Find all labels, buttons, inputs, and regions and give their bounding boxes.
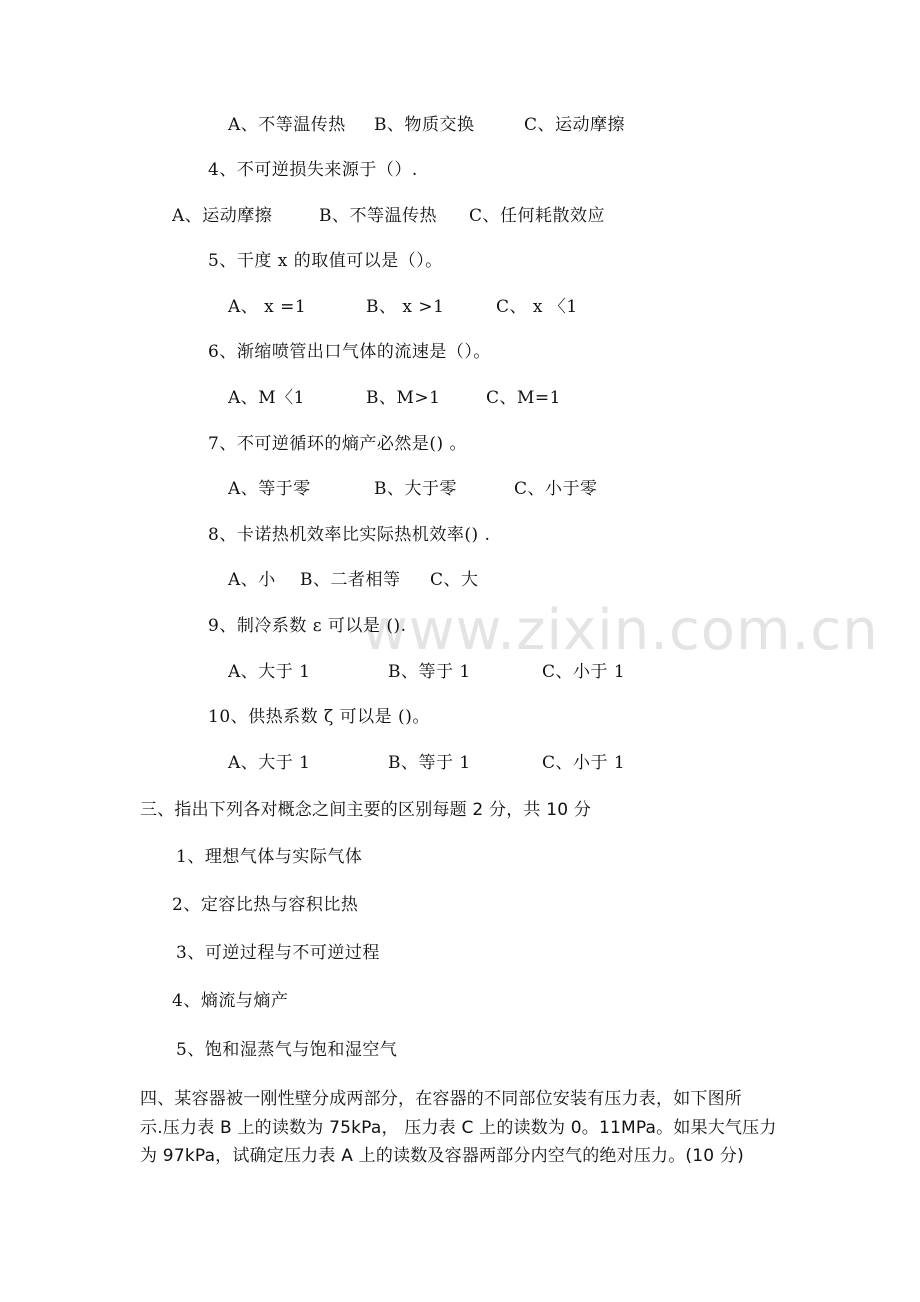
q5-options xyxy=(228,296,578,318)
section3-item-3: 3、可逆过程与不可逆过程 xyxy=(176,943,380,963)
section4-line-3: 为 97kPa，试确定压力表 A 上的读数及容器两部分内空气的绝对压力。(10 分) xyxy=(140,1146,744,1166)
q10-options xyxy=(228,752,625,774)
q4-stem: 4、不可逆损失来源于（）. xyxy=(208,160,418,180)
q4-option-b: B、不等温传热 xyxy=(319,206,437,226)
q10-option-b: B、等于 1 xyxy=(388,753,471,773)
q8-options xyxy=(228,569,479,591)
q3-option-b: B、物质交换 xyxy=(374,115,475,135)
q5-option-c: C、 x 〈1 xyxy=(496,297,578,317)
section3-item-1: 1、理想气体与实际气体 xyxy=(176,847,363,867)
q10-option-a: A、大于 1 xyxy=(228,753,311,773)
q7-option-a: A、等于零 xyxy=(228,479,311,499)
q3-option-a: A、不等温传热 xyxy=(228,115,346,135)
q6-stem: 6、渐缩喷管出口气体的流速是（）。 xyxy=(208,342,491,362)
q5-option-a: A、 x =1 xyxy=(228,297,307,317)
q4-option-c: C、任何耗散效应 xyxy=(469,206,606,226)
q6-options xyxy=(228,387,561,409)
q6-option-b: B、M>1 xyxy=(366,388,441,408)
q9-option-b: B、等于 1 xyxy=(388,662,471,682)
q6-option-a: A、M〈1 xyxy=(228,388,305,408)
q7-option-b: B、大于零 xyxy=(374,479,457,499)
watermark: www.zixin.com.cn xyxy=(362,598,879,663)
q9-option-a: A、大于 1 xyxy=(228,662,311,682)
section3-item-2: 2、定容比热与容积比热 xyxy=(172,895,359,915)
q6-option-c: C、M=1 xyxy=(486,388,561,408)
q5-stem: 5、干度 x 的取值可以是（）。 xyxy=(208,251,443,271)
q3-option-c: C、运动摩擦 xyxy=(524,115,626,135)
q9-option-c: C、小于 1 xyxy=(542,662,626,682)
section3-item-5: 5、饱和湿蒸气与饱和湿空气 xyxy=(176,1040,398,1060)
section4-line-2: 示.压力表 B 上的读数为 75kPa， 压力表 C 上的读数为 0。11MPa。如果大气压力 xyxy=(140,1118,777,1138)
q9-options xyxy=(228,661,625,683)
q10-option-c: C、小于 1 xyxy=(542,753,626,773)
q8-option-a: A、小 xyxy=(228,570,276,590)
q8-option-b: B、二者相等 xyxy=(300,570,401,590)
q8-option-c: C、大 xyxy=(430,570,479,590)
q7-options xyxy=(228,478,598,500)
q5-option-b: B、 x >1 xyxy=(366,297,445,317)
section3-title: 三、指出下列各对概念之间主要的区别每题 2 分，共 10 分 xyxy=(140,800,592,820)
q10-stem: 10、供热系数 ζ 可以是 ()。 xyxy=(208,707,430,727)
q8-stem: 8、卡诺热机效率比实际热机效率() . xyxy=(208,525,491,545)
q4-options xyxy=(172,205,605,227)
q7-stem: 7、不可逆循环的熵产必然是() 。 xyxy=(208,434,467,454)
section3-item-4: 4、熵流与熵产 xyxy=(172,991,289,1011)
q3-options xyxy=(228,114,625,136)
q7-option-c: C、小于零 xyxy=(514,479,598,499)
section4-line-1: 四、某容器被一刚性壁分成两部分，在容器的不同部位安装有压力表，如下图所 xyxy=(140,1089,742,1109)
q9-stem: 9、制冷系数 ε 可以是 (). xyxy=(208,616,407,636)
q4-option-a: A、运动摩擦 xyxy=(172,206,273,226)
